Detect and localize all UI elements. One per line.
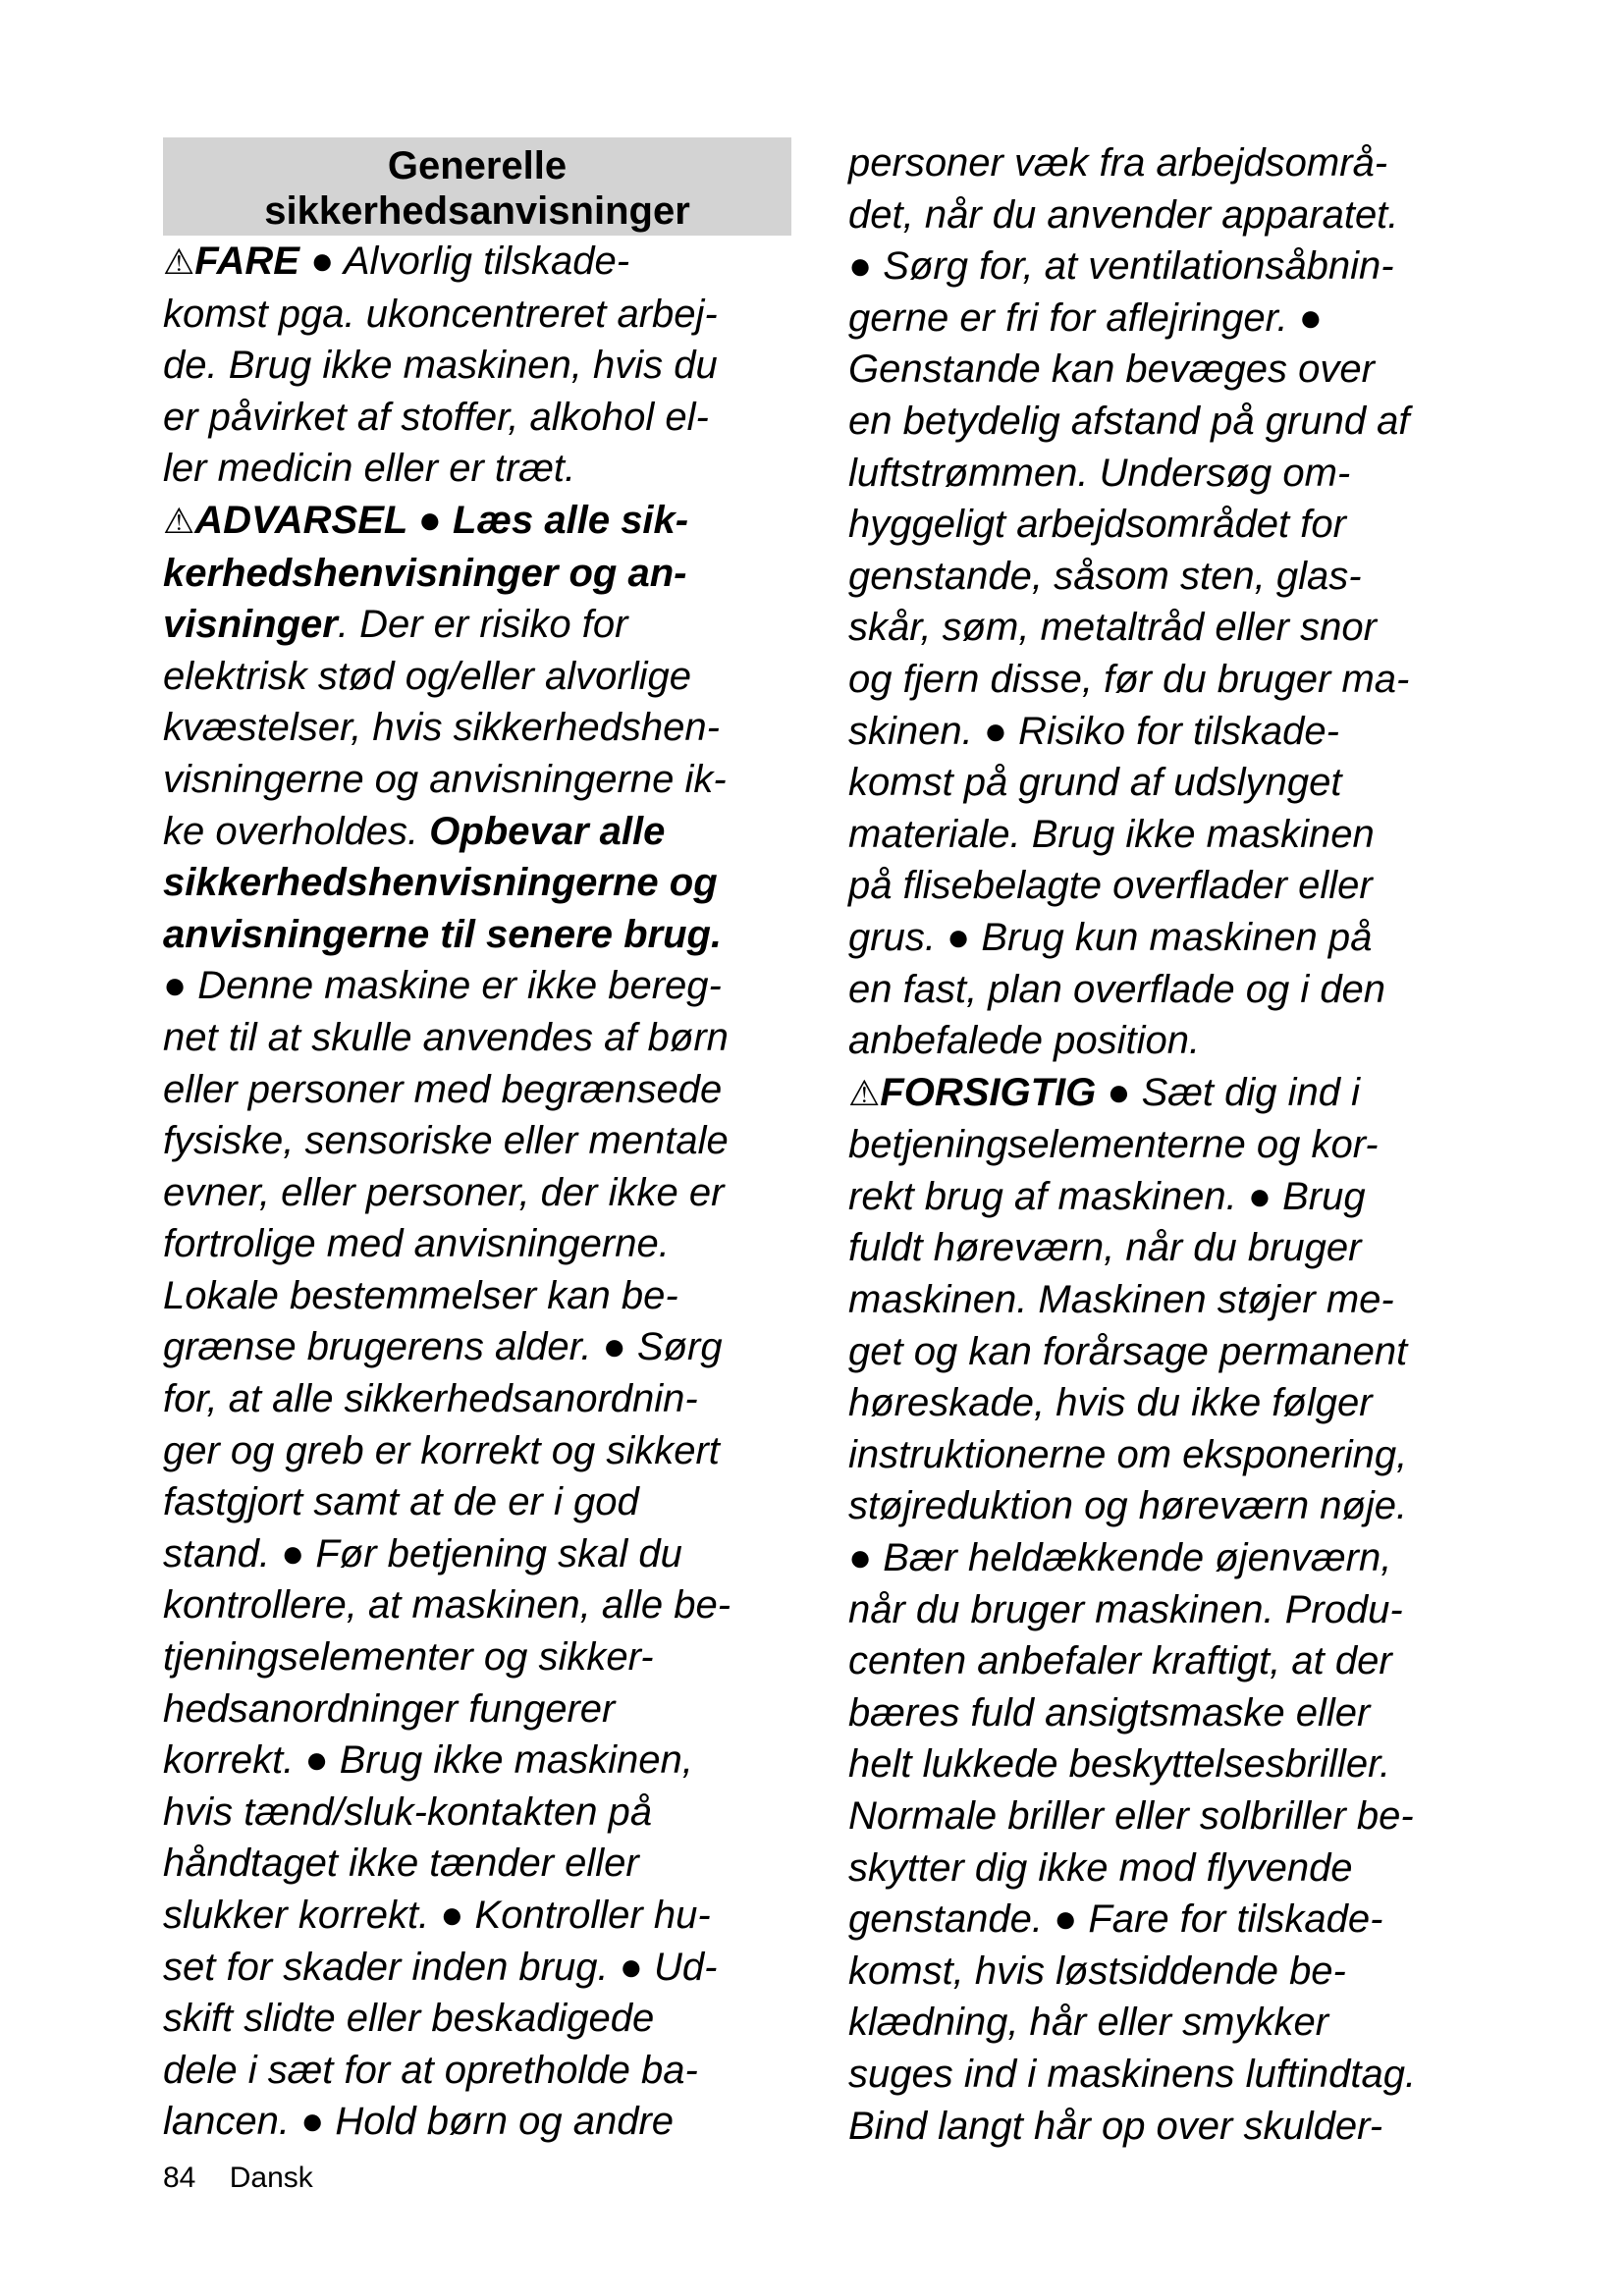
text-line: klædning, hår eller smykker: [848, 2001, 1329, 2045]
text-line: ler medicin eller er træt.: [163, 447, 576, 491]
text-line: bæres fuld ansigtsmaske eller: [848, 1690, 1371, 1735]
text-line: slukker korrekt. ● Kontroller hu-: [163, 1894, 711, 1937]
text-line: de. Brug ikke maskinen, hvis du: [163, 344, 718, 388]
text-line: anbefalede position.: [848, 1019, 1201, 1063]
right-column-text: [848, 137, 1477, 2152]
text-line: skift slidte eller beskadigede: [163, 1997, 655, 2041]
text-line: [163, 495, 791, 548]
text-line: hedsanordninger fungerer: [163, 1686, 616, 1731]
bold-text: FARE: [194, 240, 299, 283]
text-line: fastgjort samt at de er i god: [163, 1480, 639, 1524]
text-line: ● Sørg for, at ventilationsåbnin-: [848, 244, 1394, 289]
text-line: fysiske, sensoriske eller mentale: [163, 1119, 729, 1163]
text-line: elektrisk stød og/eller alvorlige: [163, 654, 691, 698]
text-segment: ● Alvorlig tilskade-: [298, 240, 630, 283]
text-line: tjeningselementer og sikker-: [163, 1635, 654, 1680]
text-line: luftstrømmen. Undersøg om-: [848, 451, 1351, 495]
text-line: skytter dig ikke mod flyvende: [848, 1845, 1353, 1890]
bold-text: kerhedshenvisninger og an-: [163, 551, 687, 595]
text-line: en fast, plan overflade og i den: [848, 967, 1386, 1011]
page-number: 84: [163, 2162, 196, 2194]
text-line: [163, 599, 791, 651]
text-line: hvis tænd/sluk-kontakten på: [163, 1789, 653, 1834]
text-line: instruktionerne om eksponering,: [848, 1432, 1408, 1476]
text-line: net til at skulle anvendes af børn: [163, 1015, 729, 1059]
text-line: på flisebelagte overflader eller: [848, 864, 1373, 908]
text-line: [163, 909, 791, 961]
text-line: genstande, såsom sten, glas-: [848, 554, 1362, 598]
section-heading: [163, 137, 791, 236]
heading-line-1: Generelle: [387, 144, 568, 187]
text-segment: ● Sæt dig ind i: [1096, 1070, 1361, 1114]
text-line: Lokale bestemmelser kan be-: [163, 1273, 678, 1317]
text-line: [163, 857, 791, 909]
text-line: [163, 806, 791, 858]
text-line: støjreduktion og høreværn nøje.: [848, 1484, 1408, 1528]
warning-triangle-icon: ⚠: [163, 241, 195, 282]
text-line: skår, søm, metaltråd eller snor: [848, 606, 1377, 650]
heading-line-2: sikkerhedsanvisninger: [264, 189, 690, 233]
warning-triangle-icon: ⚠: [848, 1072, 881, 1113]
bold-text: Opbevar alle: [429, 809, 666, 853]
text-line: gerne er fri for aflejringer. ●: [848, 295, 1323, 340]
text-line: Bind langt hår op over skulder-: [848, 2104, 1383, 2148]
text-line: lancen. ● Hold børn og andre: [163, 2100, 675, 2144]
bold-text: anvisningerne til senere brug.: [163, 912, 723, 956]
text-line: materiale. Brug ikke maskinen: [848, 812, 1375, 856]
text-line: det, når du anvender apparatet.: [848, 192, 1399, 237]
text-line: en betydelig afstand på grund af: [848, 399, 1410, 443]
text-line: visningerne og anvisningerne ik-: [163, 757, 727, 801]
bold-text: visninger: [163, 603, 338, 647]
text-line: for, at alle sikkerhedsanordnin-: [163, 1377, 698, 1421]
text-line: fortrolige med anvisningerne.: [163, 1222, 670, 1266]
text-line: set for skader inden brug. ● Ud-: [163, 1945, 718, 1989]
text-line: ● Denne maskine er ikke bereg-: [163, 964, 722, 1008]
text-line: komst pga. ukoncentreret arbej-: [163, 292, 718, 336]
text-line: høreskade, hvis du ikke følger: [848, 1381, 1373, 1425]
text-line: [163, 548, 791, 600]
page-footer: [163, 2162, 339, 2195]
text-line: Normale briller eller solbriller be-: [848, 1794, 1414, 1838]
left-column: [163, 137, 791, 2148]
text-line: [163, 236, 791, 289]
text-line: hyggeligt arbejdsområdet for: [848, 503, 1346, 547]
text-line: centen anbefaler kraftigt, at der: [848, 1639, 1392, 1683]
text-line: ger og greb er korrekt og sikkert: [163, 1428, 720, 1472]
text-line: og fjern disse, før du bruger ma-: [848, 657, 1410, 701]
text-line: grænse brugerens alder. ● Sørg: [163, 1325, 723, 1369]
text-line: stand. ● Før betjening skal du: [163, 1531, 682, 1575]
text-line: helt lukkede beskyttelsesbriller.: [848, 1742, 1391, 1787]
text-line: korrekt. ● Brug ikke maskinen,: [163, 1738, 693, 1783]
bold-text: sikkerhedshenvisningerne og: [163, 861, 718, 905]
text-line: er påvirket af stoffer, alkohol el-: [163, 395, 709, 439]
text-line: [848, 1067, 1477, 1120]
text-line: betjeningselementerne og kor-: [848, 1123, 1379, 1167]
text-line: rekt brug af maskinen. ● Brug: [848, 1174, 1366, 1218]
text-line: fuldt høreværn, når du bruger: [848, 1226, 1362, 1270]
text-line: maskinen. Maskinen støjer me-: [848, 1278, 1394, 1322]
footer-language: Dansk: [229, 2162, 313, 2194]
text-line: komst, hvis løstsiddende be-: [848, 1949, 1346, 1993]
bold-text: FORSIGTIG: [880, 1070, 1097, 1114]
text-line: grus. ● Brug kun maskinen på: [848, 915, 1373, 959]
text-line: dele i sæt for at opretholde ba-: [163, 2048, 698, 2092]
text-line: kontrollere, at maskinen, alle be-: [163, 1583, 731, 1628]
text-line: komst på grund af udslynget: [848, 761, 1342, 805]
text-line: eller personer med begrænsede: [163, 1067, 723, 1111]
text-line: Genstande kan bevæges over: [848, 347, 1375, 392]
text-segment: ke overholdes.: [163, 809, 430, 853]
text-line: når du bruger maskinen. Produ-: [848, 1587, 1403, 1631]
text-segment: . Der er risiko for: [337, 603, 628, 647]
text-line: ● Bær heldækkende øjenværn,: [848, 1536, 1392, 1580]
warning-triangle-icon: ⚠: [163, 500, 195, 541]
right-column: [848, 137, 1477, 2152]
text-line: skinen. ● Risiko for tilskade-: [848, 709, 1339, 753]
left-column-text: [163, 236, 791, 2148]
text-line: genstande. ● Fare for tilskade-: [848, 1897, 1383, 1942]
text-line: personer væk fra arbejdsområ-: [848, 141, 1388, 185]
text-line: håndtaget ikke tænder eller: [163, 1842, 639, 1886]
bold-text: ADVARSEL ● Læs alle sik-: [194, 498, 689, 542]
text-line: evner, eller personer, der ikke er: [163, 1170, 725, 1214]
text-line: kvæstelser, hvis sikkerhedshen-: [163, 706, 720, 750]
text-line: get og kan forårsage permanent: [848, 1329, 1408, 1373]
text-line: suges ind i maskinens luftindtag.: [848, 2052, 1417, 2096]
